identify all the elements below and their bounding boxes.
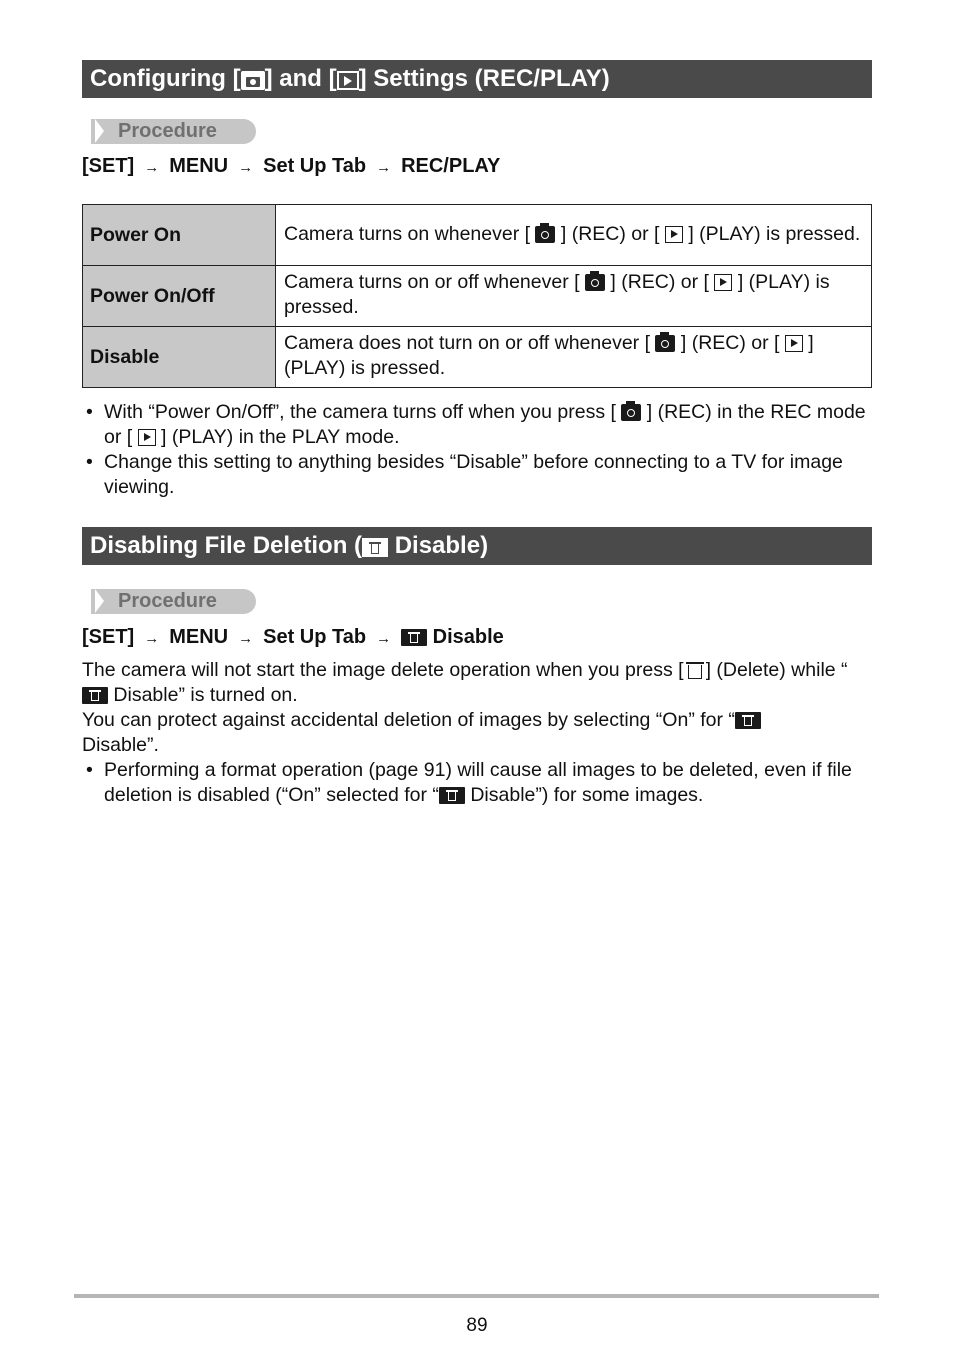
arrow-icon: → bbox=[376, 630, 392, 647]
trash-icon bbox=[401, 629, 427, 646]
setting-name: Disable bbox=[83, 327, 276, 388]
camera-icon bbox=[535, 226, 555, 243]
menu-path bbox=[82, 625, 504, 651]
trash-icon bbox=[362, 538, 388, 557]
camera-icon bbox=[241, 71, 265, 90]
path-step: Set Up Tab bbox=[263, 155, 367, 177]
play-icon bbox=[138, 429, 156, 446]
setting-description: Camera turns on or off whenever [ ] (REC) or [ ] (PLAY) is pressed. bbox=[276, 266, 872, 327]
bullet: • bbox=[86, 401, 93, 423]
list-item: • Performing a format operation (page 91) will cause all images to be deleted, even if file deletion is disabled (“On” selected for “ Disable”) for some images. bbox=[86, 759, 852, 806]
procedure-label bbox=[82, 589, 256, 614]
path-step: Disable bbox=[432, 626, 504, 648]
list-item: • Change this setting to anything besides “Disable” before connecting to a TV for image viewing. bbox=[86, 451, 843, 498]
body-paragraph: The camera will not start the image delete operation when you press [ ] (Delete) while “ Disable” is turned on. bbox=[82, 659, 848, 706]
heading-text-a: Configuring [ bbox=[90, 65, 241, 92]
trash-icon bbox=[735, 712, 761, 729]
path-step: MENU bbox=[169, 626, 229, 648]
camera-icon bbox=[585, 274, 605, 291]
menu-path bbox=[82, 154, 500, 180]
notes-list bbox=[82, 758, 882, 808]
path-step: REC/PLAY bbox=[401, 155, 501, 177]
camera-icon bbox=[621, 404, 641, 421]
arrow-icon: → bbox=[144, 159, 160, 176]
delete-icon bbox=[684, 660, 706, 680]
table-row bbox=[83, 205, 872, 266]
heading-text-c: ] Settings (REC/PLAY) bbox=[358, 65, 610, 92]
setting-description: Camera turns on whenever [ ] (REC) or [ ] (PLAY) is pressed. bbox=[276, 205, 872, 266]
setting-name: Power On bbox=[83, 205, 276, 266]
arrow-icon: → bbox=[144, 630, 160, 647]
heading-text-b: Disable) bbox=[388, 532, 489, 559]
arrow-icon: → bbox=[238, 159, 254, 176]
body-paragraph: You can protect against accidental deletion of images by selecting “On” for “ Disable”. bbox=[82, 708, 802, 758]
section-heading-delete-disable bbox=[82, 527, 872, 565]
camera-icon bbox=[655, 335, 675, 352]
notes-list bbox=[82, 400, 882, 500]
trash-icon bbox=[439, 787, 465, 804]
heading-text-b: ] and [ bbox=[264, 65, 337, 92]
path-step: [SET] bbox=[82, 626, 135, 648]
path-step: Set Up Tab bbox=[263, 626, 367, 648]
path-step: MENU bbox=[169, 155, 229, 177]
footer-divider bbox=[74, 1294, 879, 1298]
section-heading-rec-play bbox=[82, 60, 872, 98]
settings-table bbox=[82, 204, 872, 388]
play-icon bbox=[665, 226, 683, 243]
play-icon bbox=[714, 274, 732, 291]
arrow-icon: → bbox=[238, 630, 254, 647]
path-step: [SET] bbox=[82, 155, 135, 177]
heading-text-a: Disabling File Deletion ( bbox=[90, 532, 363, 559]
table-row bbox=[83, 266, 872, 327]
setting-description: Camera does not turn on or off whenever [ ] (REC) or [ ] (PLAY) is pressed. bbox=[276, 327, 872, 388]
procedure-text: Procedure bbox=[118, 590, 217, 612]
table-row bbox=[83, 327, 872, 388]
list-item: • With “Power On/Off”, the camera turns off when you press [ ] (REC) in the REC mode or [ ] (PLAY) in the PLAY mode. bbox=[86, 401, 866, 448]
trash-icon bbox=[82, 687, 108, 704]
setting-name: Power On/Off bbox=[83, 266, 276, 327]
play-icon bbox=[785, 335, 803, 352]
bullet: • bbox=[86, 451, 93, 473]
play-icon bbox=[337, 71, 359, 90]
procedure-label bbox=[82, 119, 256, 144]
page-number: 89 bbox=[466, 1315, 488, 1336]
arrow-icon: → bbox=[376, 159, 392, 176]
procedure-text: Procedure bbox=[118, 120, 217, 142]
bullet: • bbox=[86, 759, 93, 781]
